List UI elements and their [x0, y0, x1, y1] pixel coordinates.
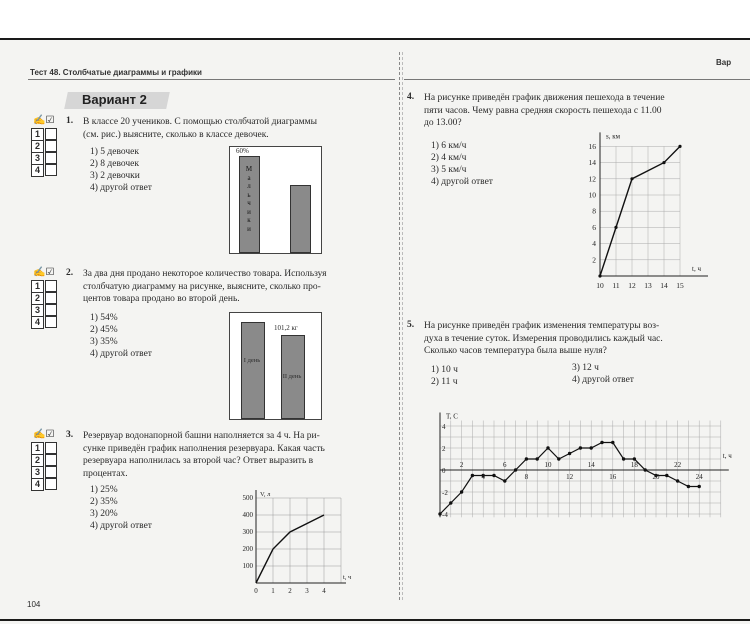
page-divider-2 — [402, 52, 403, 600]
q4-line: до 13.00? — [424, 118, 462, 128]
q3-number: 3. — [66, 430, 74, 440]
q5-line: духа в течение суток. Измерения проводились каждый час. — [424, 333, 663, 344]
q2-line: столбчатую диаграмму на рисунке, выясните, сколько про- — [83, 281, 321, 292]
q2-answer-box[interactable] — [45, 304, 57, 316]
data-point — [598, 274, 601, 277]
q4-options — [431, 140, 493, 188]
x-tick-label: 20 — [652, 473, 660, 481]
bottom-border — [0, 619, 750, 621]
q3-option[interactable]: 1) 25% — [90, 485, 118, 495]
q3-line: резервуара наполнилась за второй час? Ответ выразить в — [83, 456, 314, 466]
q2-option[interactable]: 2) 45% — [90, 325, 118, 335]
q3-answer-box[interactable] — [45, 478, 57, 490]
q3-answer-box[interactable] — [45, 454, 57, 466]
x-tick-label: 15 — [676, 281, 684, 290]
bar-boys-letter: и — [247, 207, 251, 216]
q3-answer-number: 3 — [31, 466, 44, 479]
q5-line: Сколько часов температура была выше нуля? — [424, 346, 607, 356]
q1-line: (см. рис.) выясните, сколько в классе девочек. — [83, 129, 269, 140]
data-point — [557, 457, 560, 460]
data-point — [622, 457, 625, 460]
q2-line: центов товара продано во второй день. — [83, 294, 240, 304]
q1-answer-box[interactable] — [45, 128, 57, 140]
y-tick-label: 14 — [588, 158, 596, 168]
q5-option[interactable]: 1) 10 ч — [431, 365, 458, 375]
bar-boys-inner-label — [240, 165, 258, 233]
bar-boys-letter: а — [247, 173, 251, 182]
q2-answer-box[interactable] — [45, 316, 57, 328]
x-tick-label: 10 — [544, 461, 552, 469]
data-point — [546, 446, 549, 449]
x-axis-label: t, ч — [722, 452, 732, 460]
q5-text — [424, 320, 744, 358]
x-tick-label: 12 — [566, 473, 574, 481]
page-number: 104 — [27, 600, 41, 609]
header-rule-left — [28, 79, 395, 80]
q4-number: 4. — [407, 92, 415, 102]
q1-answer-number: 3 — [31, 152, 44, 165]
y-tick-label: 200 — [242, 545, 253, 553]
data-point — [698, 485, 701, 488]
variant-title: Вариант 2 — [82, 92, 147, 107]
y-tick-label: 400 — [242, 511, 253, 519]
q5-line: На рисунке приведён график изменения температуры воз- — [424, 321, 660, 331]
x-tick-label: 2 — [459, 461, 464, 469]
x-tick-label: 14 — [660, 281, 668, 290]
y-tick-label: 500 — [242, 494, 253, 502]
data-point — [662, 161, 665, 164]
data-point — [676, 479, 679, 482]
q5-options-right — [572, 362, 634, 386]
data-point — [590, 446, 593, 449]
y-tick-label: 8 — [592, 206, 596, 216]
data-point — [514, 468, 517, 471]
q2-answer-box[interactable] — [45, 280, 57, 292]
y-axis-label: s, км — [606, 132, 621, 141]
data-point — [449, 501, 452, 504]
q5-options-left — [431, 364, 458, 388]
x-tick-label: 6 — [503, 461, 507, 469]
x-tick-label: 8 — [524, 473, 529, 481]
q1-option[interactable]: 1) 5 девочек — [90, 147, 139, 157]
q3-line: сунке приведён график наполнения резервуара. Какая часть — [83, 443, 325, 454]
y-tick-label: -4 — [442, 511, 448, 519]
y-tick-label: 6 — [592, 222, 596, 232]
y-tick-label: 0 — [442, 467, 446, 475]
q3-option[interactable]: 2) 35% — [90, 497, 118, 507]
x-tick-label: 3 — [305, 587, 309, 595]
x-tick-label: 22 — [674, 461, 682, 469]
q5-option[interactable]: 3) 12 ч — [572, 363, 599, 373]
x-tick-label: 2 — [288, 587, 292, 595]
bar-boys-letter: к — [247, 216, 251, 224]
q3-check-icon: ✍☑ — [33, 429, 55, 440]
q3-text — [83, 430, 395, 480]
x-tick-label: 18 — [630, 461, 638, 469]
q2-answer-number: 4 — [31, 316, 44, 329]
bar-day2-value: 101,2 кг — [274, 324, 298, 332]
bar-day1 — [241, 322, 265, 419]
y-tick-label: 16 — [588, 141, 596, 151]
x-tick-label: 12 — [628, 281, 636, 290]
y-tick-label: 100 — [242, 562, 253, 570]
q3-option[interactable]: 3) 20% — [90, 509, 118, 519]
data-point — [503, 479, 506, 482]
x-tick-label: 4 — [322, 587, 326, 595]
q4-option[interactable]: 4) другой ответ — [431, 177, 493, 187]
y-tick-label: 300 — [242, 528, 253, 536]
bar-boys-letter: л — [247, 182, 251, 190]
chart-two-days — [229, 312, 322, 420]
data-point — [630, 177, 633, 180]
q5-option[interactable]: 2) 11 ч — [431, 377, 458, 387]
y-axis-label: T, C — [446, 412, 458, 421]
q2-option[interactable]: 4) другой ответ — [90, 349, 152, 359]
chart-temperature — [428, 398, 738, 526]
top-border — [0, 38, 750, 40]
q4-option[interactable]: 1) 6 км/ч — [431, 141, 467, 151]
data-point — [492, 474, 495, 477]
x-axis-label: t, ч — [343, 574, 352, 581]
data-point — [611, 441, 614, 444]
q2-option[interactable]: 1) 54% — [90, 313, 118, 323]
x-tick-label: 14 — [587, 461, 595, 469]
bar-girls — [290, 185, 311, 253]
q5-option[interactable]: 4) другой ответ — [572, 375, 634, 385]
chart-boys-girls — [229, 146, 322, 254]
q3-option[interactable]: 4) другой ответ — [90, 521, 152, 531]
q1-option[interactable]: 4) другой ответ — [90, 183, 152, 193]
x-tick-label: 4 — [481, 473, 485, 481]
q2-answer-number: 1 — [31, 280, 44, 293]
bar-day2-label: II день — [282, 373, 302, 380]
q2-answer-number: 2 — [31, 292, 44, 305]
data-point — [568, 452, 571, 455]
data-point — [460, 490, 463, 493]
x-tick-label: 10 — [596, 281, 604, 290]
q2-text — [83, 268, 395, 306]
bar-boys-letter: и — [247, 224, 251, 233]
y-tick-label: 12 — [588, 174, 596, 184]
bar-day1-label: I день — [243, 357, 261, 364]
q2-check-icon: ✍☑ — [33, 267, 55, 278]
data-point — [471, 474, 474, 477]
data-point — [579, 446, 582, 449]
data-point — [678, 145, 681, 148]
q3-options — [90, 484, 152, 532]
q5-number: 5. — [407, 320, 415, 330]
q1-answer-number: 4 — [31, 164, 44, 177]
page-header-right: Вар — [716, 58, 732, 67]
bar-boys-letter: М — [245, 165, 253, 173]
q1-answer-box[interactable] — [45, 152, 57, 164]
q2-answer-number: 3 — [31, 304, 44, 317]
q4-option[interactable]: 2) 4 км/ч — [431, 153, 467, 163]
y-axis-label: V, л — [260, 491, 271, 498]
x-axis-label: t, ч — [692, 265, 701, 273]
q2-options — [90, 312, 152, 360]
q4-line: пяти часов. Чему равна средняя скорость пешехода с 11.00 — [424, 105, 662, 116]
x-tick-label: 11 — [612, 281, 620, 290]
q1-answer-box[interactable] — [45, 164, 57, 176]
q4-option[interactable]: 3) 5 км/ч — [431, 165, 467, 175]
q3-answer-box[interactable] — [45, 466, 57, 478]
data-point — [536, 457, 539, 460]
q1-line: В классе 20 учеников. С помощью столбчатой диаграммы — [83, 117, 318, 127]
q3-answer-number: 1 — [31, 442, 44, 455]
data-point — [665, 474, 668, 477]
data-point — [644, 468, 647, 471]
q1-answer-number: 1 — [31, 128, 44, 141]
bar-boys-letter: ь — [247, 190, 251, 199]
q1-option[interactable]: 2) 8 девочек — [90, 159, 139, 169]
y-tick-label: 2 — [592, 255, 596, 265]
y-tick-label: -2 — [442, 489, 448, 497]
q1-check-icon: ✍☑ — [33, 115, 55, 126]
chart-pedestrian — [570, 128, 720, 308]
x-tick-label: 13 — [644, 281, 652, 290]
bar-boys-letter: ч — [247, 199, 251, 207]
q2-answer-box[interactable] — [45, 292, 57, 304]
q1-number: 1. — [66, 116, 74, 126]
q3-line: Резервуар водонапорной башни наполняется за 4 ч. На ри- — [83, 431, 320, 441]
y-tick-label: 10 — [588, 190, 596, 200]
q2-line: За два дня продано некоторое количество товара. Используя — [83, 269, 327, 279]
q4-line: На рисунке приведён график движения пешехода в течение — [424, 93, 665, 103]
q1-answer-number: 2 — [31, 140, 44, 153]
q3-answer-box[interactable] — [45, 442, 57, 454]
q1-answer-box[interactable] — [45, 140, 57, 152]
q3-line: процентах. — [83, 468, 128, 479]
data-point — [525, 457, 528, 460]
x-tick-label: 24 — [695, 473, 703, 481]
top-margin — [0, 0, 750, 38]
y-tick-label: 4 — [442, 423, 446, 431]
page-divider — [399, 52, 400, 600]
y-tick-label: 2 — [442, 445, 446, 453]
q2-option[interactable]: 3) 35% — [90, 337, 118, 347]
q1-text — [83, 116, 395, 141]
bar-boys-label: 60% — [236, 147, 249, 155]
q3-answer-number: 2 — [31, 454, 44, 467]
data-point — [600, 441, 603, 444]
q3-answer-number: 4 — [31, 478, 44, 491]
chart-reservoir — [236, 478, 352, 598]
x-tick-label: 16 — [609, 473, 617, 481]
q1-option[interactable]: 3) 2 девочки — [90, 171, 140, 181]
header-rule-right — [404, 79, 750, 80]
data-point — [614, 226, 617, 229]
y-tick-label: 4 — [592, 239, 596, 249]
q2-number: 2. — [66, 268, 74, 278]
x-tick-label: 1 — [271, 587, 275, 595]
data-point — [687, 485, 690, 488]
q1-options — [90, 146, 152, 194]
x-tick-label: 0 — [254, 587, 258, 595]
page-header-title: Тест 48. Столбчатые диаграммы и графики — [30, 68, 202, 77]
q4-text — [424, 92, 742, 130]
